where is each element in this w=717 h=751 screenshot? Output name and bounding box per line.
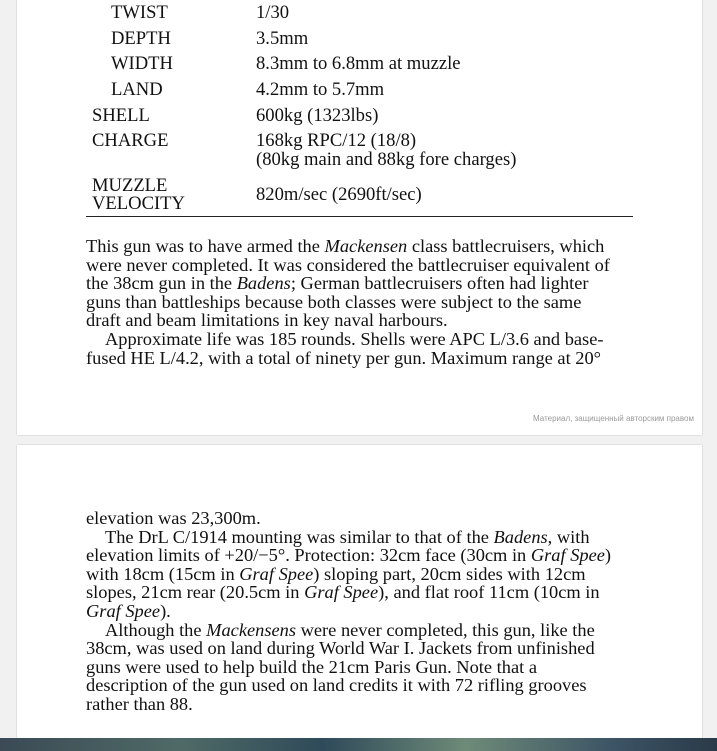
text-line: 38cm, was used on land during World War I. Jackets from unfinished [86,638,595,659]
spec-value: 1/30 [256,2,290,23]
book-page-upper [17,0,702,435]
table-bottom-rule [86,216,633,217]
spec-value: 600kg (1323lbs) [256,105,379,126]
text-line: slopes, 21cm rear (20.5cm in Graf Spee), and flat roof 11cm (10cm in [86,582,600,603]
book-page-lower [17,445,702,751]
spec-label-continued: VELOCITY [92,193,185,214]
text-line: This gun was to have armed the Mackensen class battlecruisers, which [86,236,605,256]
copyright-watermark: Материал, защищенный авторским правом [533,414,694,423]
text-line: rather than 88. [86,693,193,714]
spec-label: SHELL [92,105,150,126]
text-line: elevation limits of +20/−5°. Protection: 32cm face (30cm in Graf Spee) [86,545,612,566]
text-line: the 38cm gun in the Badens; German battlecruisers often had lighter [86,273,589,294]
text-line: The DrL C/1914 mounting was similar to that of the Badens, with [105,526,590,547]
spec-label: WIDTH [111,53,173,74]
body-text-page1 [86,237,646,367]
spec-value: 8.3mm to 6.8mm at muzzle [256,53,461,74]
background-image-strip [0,738,717,751]
text-line: Although the Mackensens were never completed, this gun, like the [105,619,595,640]
spec-label: DEPTH [111,28,171,49]
spec-value-detail: (80kg main and 88kg fore charges) [256,149,517,170]
text-line: elevation was 23,300m. [86,508,261,528]
text-line: Graf Spee). [86,600,171,621]
spec-label: LAND [111,79,163,100]
spec-label: CHARGE [92,130,169,151]
text-line: with 18cm (15cm in Graf Spee) sloping part, 20cm sides with 12cm [86,563,586,584]
text-line: draft and beam limitations in key naval harbours. [86,310,448,331]
spec-value: 168kg RPC/12 (18/8) [256,130,417,151]
text-line: guns were used to help build the 21cm Paris Gun. Note that a [86,656,537,677]
spec-value: 820m/sec (2690ft/sec) [256,184,422,205]
spec-value: 3.5mm [256,28,309,49]
body-text-page2 [86,509,646,714]
text-line: guns than battleships because both classes were subject to the same [86,291,582,312]
text-line: Approximate life was 185 rounds. Shells were APC L/3.6 and base- [105,328,604,349]
text-line: description of the gun used on land credits it with 72 rifling grooves [86,675,587,696]
spec-label: TWIST [111,2,168,23]
text-line: were never completed. It was considered the battlecruiser equivalent of [86,254,610,275]
spec-value: 4.2mm to 5.7mm [256,79,385,100]
spec-label: MUZZLE [92,175,168,196]
text-line: fused HE L/4.2, with a total of ninety per gun. Maximum range at 20° [86,347,602,368]
